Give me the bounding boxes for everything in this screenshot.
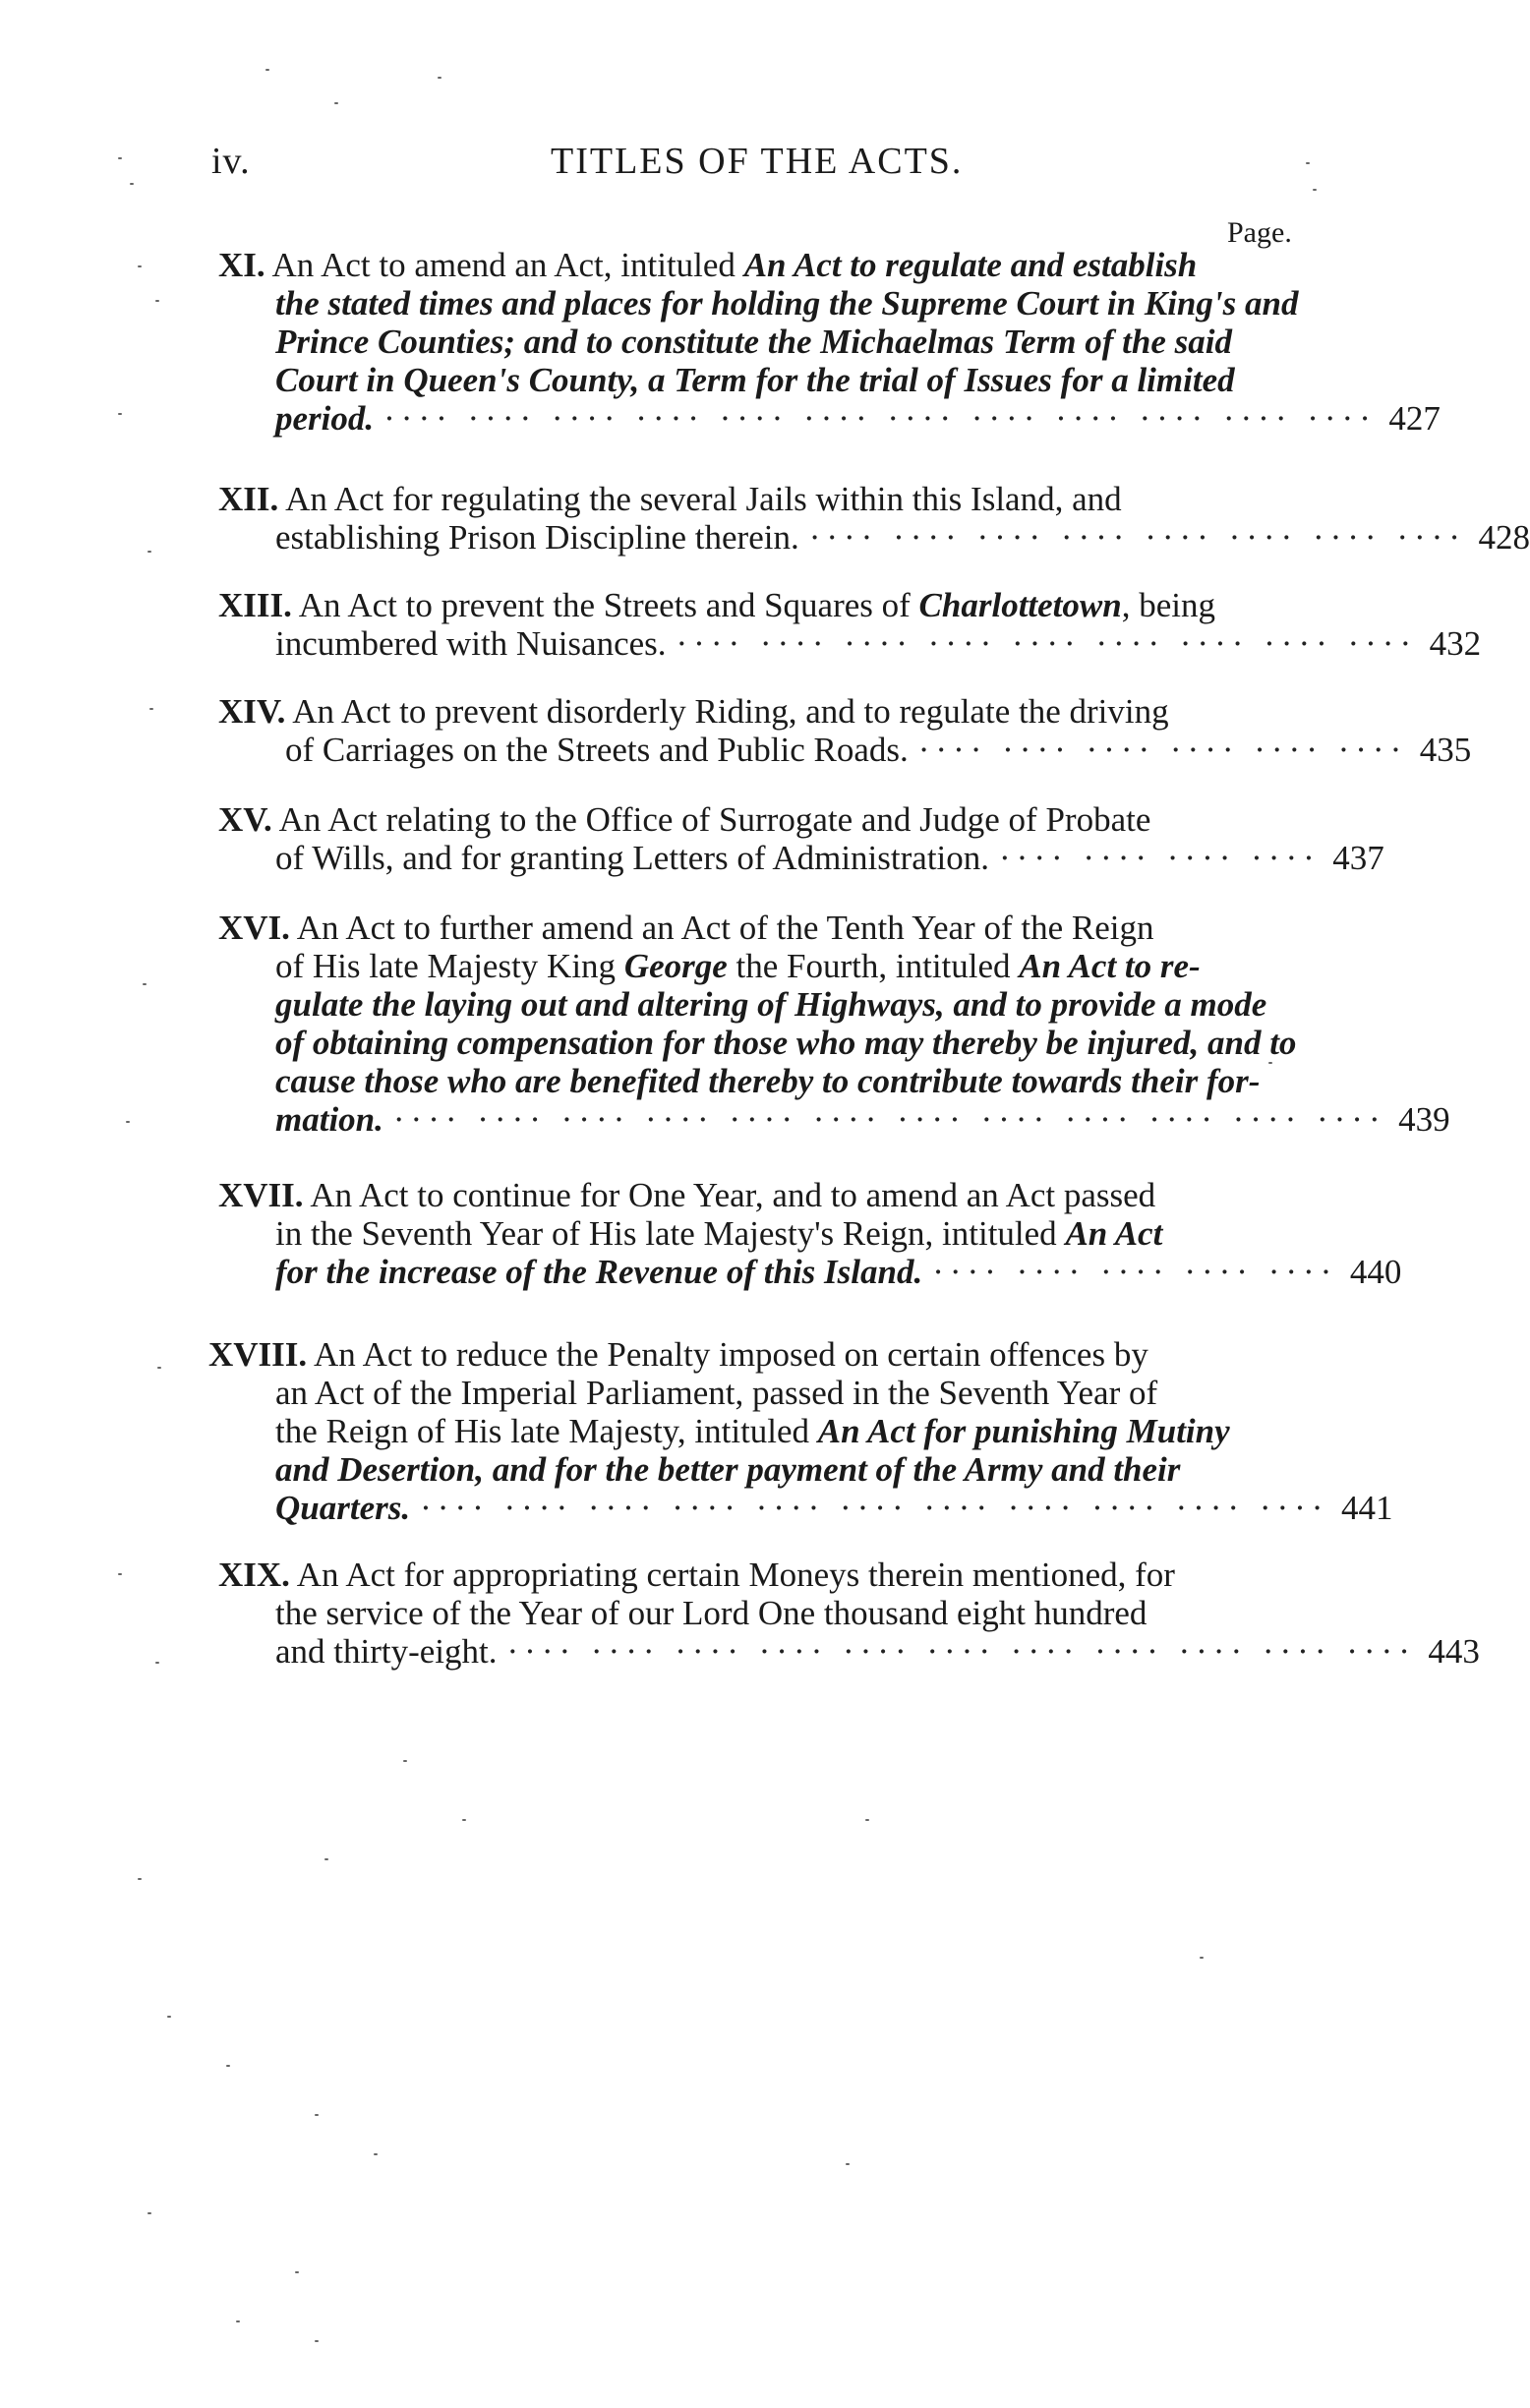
entry-italic-title: gulate the laying out and altering of Highways, and to provide a mode (275, 985, 1267, 1024)
entry-numeral: XV. (218, 800, 272, 839)
entry-numeral: XIV. (218, 692, 286, 731)
entry-italic-title: Court in Queen's County, a Term for the trial of Issues for a limited (275, 361, 1235, 399)
entry-text: of His late Majesty King (275, 947, 624, 985)
toc-entry-xiv (197, 692, 1472, 769)
entry-italic-title: period. (275, 399, 375, 438)
entry-numeral: XIII. (218, 586, 292, 624)
entry-numeral: XVI. (218, 909, 290, 947)
entry-page-number: 440 (1349, 1253, 1402, 1291)
entry-numeral: XII. (218, 480, 279, 518)
toc-entry-xix (197, 1556, 1480, 1671)
dot-leader: ···· ···· ···· ···· ···· (932, 1253, 1338, 1291)
dot-leader: ···· ···· ···· ···· ···· ···· ···· ···· (808, 518, 1466, 557)
running-title: TITLES OF THE ACTS. (551, 141, 964, 182)
entry-page-number: 441 (1340, 1489, 1393, 1527)
dot-leader: ···· ···· ···· ···· ···· ···· ···· ···· ···· ···· ···· ···· (383, 399, 1377, 438)
entry-text: An Act to reduce the Penalty imposed on certain offences by (314, 1335, 1148, 1374)
entry-text: the Fourth, intituled (727, 947, 1020, 985)
entry-italic-title: Prince Counties; and to constitute the Michaelmas Term of the said (275, 323, 1232, 361)
entry-text: An Act to prevent the Streets and Squares of (298, 586, 919, 624)
entry-page-number: 432 (1429, 624, 1482, 663)
toc-entry-xvii (197, 1176, 1402, 1291)
entry-italic-title: cause those who are benefited thereby to contribute towards their for- (275, 1062, 1261, 1100)
entry-text: of Wills, and for granting Letters of Administration. (275, 839, 990, 877)
toc-entry-xviii (197, 1335, 1393, 1527)
dot-leader: ···· ···· ···· ···· ···· ···· (917, 731, 1408, 769)
entry-italic-place: Charlottetown (918, 586, 1122, 624)
entry-text: of Carriages on the Streets and Public Roads. (285, 731, 909, 769)
entry-numeral: XI. (218, 246, 265, 284)
page-column-label: Page. (1227, 216, 1292, 249)
entry-text: An Act for appropriating certain Moneys therein mentioned, for (296, 1556, 1175, 1594)
entry-italic-title: An Act (1065, 1214, 1163, 1253)
toc-entry-xiii (197, 586, 1482, 663)
entry-numeral: XVII. (218, 1176, 304, 1214)
entry-text: An Act to further amend an Act of the Tenth Year of the Reign (296, 909, 1154, 947)
entry-numeral: XIX. (218, 1556, 290, 1594)
entry-italic-title: An Act for punishing Mutiny (817, 1412, 1230, 1450)
entry-italic-title: An Act to regulate and establish (743, 246, 1198, 284)
entry-text: An Act to amend an Act, intituled (271, 246, 744, 284)
entry-page-number: 443 (1428, 1632, 1480, 1671)
entry-text: An Act to continue for One Year, and to amend an Act passed (310, 1176, 1156, 1214)
entry-text: An Act relating to the Office of Surrogate and Judge of Probate (278, 800, 1151, 839)
entry-text: in the Seventh Year of His late Majesty's Reign, intituled (275, 1214, 1066, 1253)
entry-text: the service of the Year of our Lord One thousand eight hundred (275, 1594, 1148, 1632)
toc-entry-xvi (197, 909, 1450, 1139)
entry-page-number: 427 (1388, 399, 1441, 438)
entry-italic-title: An Act to re- (1019, 947, 1201, 985)
dot-leader: ···· ···· ···· ···· ···· ···· ···· ···· ···· ···· ···· ···· (392, 1100, 1386, 1139)
entry-text: the Reign of His late Majesty, intituled (275, 1412, 818, 1450)
entry-page-number: 439 (1398, 1100, 1450, 1139)
entry-text: An Act for regulating the several Jails within this Island, and (285, 480, 1122, 518)
entry-text: incumbered with Nuisances. (275, 624, 667, 663)
entry-text: an Act of the Imperial Parliament, passed in the Seventh Year of (275, 1374, 1158, 1412)
dot-leader: ···· ···· ···· ···· (999, 839, 1321, 877)
entry-page-number: 428 (1478, 518, 1530, 557)
entry-italic-title: of obtaining compensation for those who may thereby be injured, and to (275, 1024, 1297, 1062)
entry-page-number: 435 (1419, 731, 1472, 769)
entry-page-number: 437 (1332, 839, 1384, 877)
entry-italic-title: the stated times and places for holding the Supreme Court in King's and (275, 284, 1299, 323)
entry-italic-title: and Desertion, and for the better payment of the Army and their (275, 1450, 1181, 1489)
toc-entry-xv (197, 800, 1384, 877)
dot-leader: ···· ···· ···· ···· ···· ···· ···· ···· ···· (676, 624, 1418, 663)
entry-italic-title: Quarters. (275, 1489, 411, 1527)
entry-text: An Act to prevent disorderly Riding, and to regulate the driving (292, 692, 1169, 731)
entry-italic-name: George (623, 947, 728, 985)
entry-italic-title: for the increase of the Revenue of this Island. (275, 1253, 923, 1291)
entry-text: establishing Prison Discipline therein. (275, 518, 799, 557)
entry-numeral: XVIII. (208, 1335, 308, 1374)
dot-leader: ···· ···· ···· ···· ···· ···· ···· ···· ···· ···· ···· (420, 1489, 1329, 1527)
entry-text: and thirty-eight. (275, 1632, 498, 1671)
entry-text: , being (1121, 586, 1215, 624)
dot-leader: ···· ···· ···· ···· ···· ···· ···· ···· ···· ···· ···· (506, 1632, 1416, 1671)
entry-italic-title: mation. (275, 1100, 383, 1139)
toc-entry-xii (197, 480, 1530, 557)
toc-entry-xi (197, 246, 1441, 438)
page-number: iv. (211, 141, 251, 182)
